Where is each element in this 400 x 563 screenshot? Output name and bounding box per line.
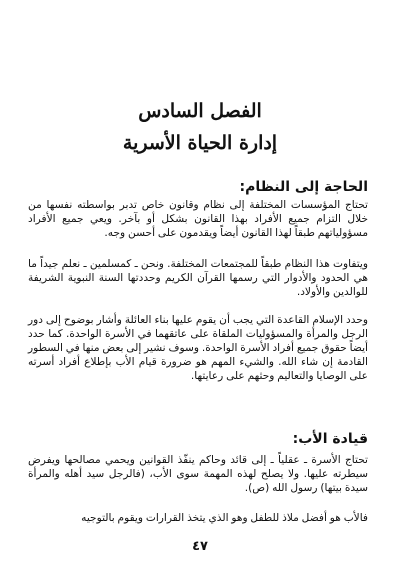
paragraph-institutions: تحتاج المؤسسات المختلفة إلى نظام وقانون خاص تدبر بواسطته نفسها من خلال التزام جميع الأفراد بهذا القانون بشكل أو بآخر. ويعي جميع الأفراد مسؤولياتهم طبقاً لهذا القانون أيضاً ويقدمون على أحسن وجه. <box>28 199 368 239</box>
page-number: ٤٧ <box>192 539 208 554</box>
chapter-title: إدارة الحياة الأسرية <box>122 132 278 154</box>
paragraph-family-leader: تحتاج الأسرة ـ عقلياً ـ إلى قائد وحاكم ينفّذ القوانين ويحمي مصالحها ويفرض سيطرته عليها. ولا يصلح لهذه المهمة سوى الأب، (فالرجل سيد أهله والمرأة سيدة بيتها) رسول الله (ص). <box>28 454 368 494</box>
paragraph-father-refuge: فالأب هو أفضل ملاذ للطفل وهو الذي يتخذ القرارات ويقوم بالتوجيه <box>81 512 368 524</box>
paragraph-islam-rules: وحدد الإسلام القاعدة التي يجب أن يقوم عليها بناء العائلة وأشار بوضوح إلى دور الرجل والمرأة والمسؤوليات الملقاة على عاتقهما في الأسرة الواحدة. كما حدد أيضاً حقوق جميع أفراد الأسرة الواحدة. وسوف نشير إلى بعض منها في السطور القادمة إن شاء الله. والشيء المهم هو ضرورة قيام الأب بإطلاع أفراد أسرته على الوصايا والتعاليم وحثهم على رعايتها. <box>28 314 368 382</box>
section-heading-father-leadership: قيادة الأب: <box>292 431 368 447</box>
paragraph-system-varies: ويتفاوت هذا النظام طبقاً للمجتمعات المختلفة. ونحن ـ كمسلمين ـ نعلم جيداً ما هي الحدود والأدوار التي رسمها القرآن الكريم وحددتها السنة النبوية الشريفة للوالدين والأولاد. <box>28 258 368 298</box>
section-heading-need-for-order: الحاجة إلى النظام: <box>239 179 368 195</box>
chapter-number-heading: الفصل السادس <box>138 100 262 122</box>
